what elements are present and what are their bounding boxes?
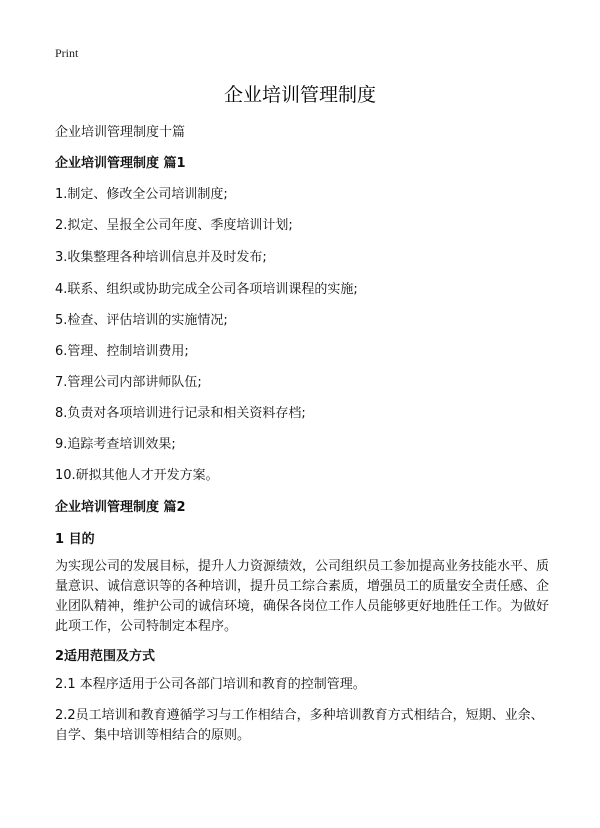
list-item: 5.检查、评估培训的实施情况; [55, 313, 228, 328]
list-item: 6.管理、控制培训费用; [55, 344, 189, 359]
list-item: 10.研拟其他人才开发方案。 [55, 468, 219, 483]
section2-item-2: 2.2员工培训和教育遵循学习与工作相结合，多种培训教育方式相结合，短期、业余、自学、集中培训等相结合的原则。 [55, 708, 544, 743]
section1-heading: 1 目的 [55, 532, 95, 547]
list-item: 1.制定、修改全公司培训制度; [55, 187, 228, 202]
list-item: 9.追踪考查培训效果; [55, 437, 176, 452]
list-item: 4.联系、组织或协助完成全公司各项培训课程的实施; [55, 282, 358, 297]
part1-heading: 企业培训管理制度 篇1 [55, 156, 186, 171]
list-item: 3.收集整理各种培训信息并及时发布; [55, 250, 267, 265]
list-item: 8.负责对各项培训进行记录和相关资料存档; [55, 406, 306, 421]
section2-heading: 2适用范围及方式 [55, 649, 156, 664]
print-label[interactable]: Print [55, 46, 79, 60]
part2-heading: 企业培训管理制度 篇2 [55, 500, 186, 515]
document-subtitle: 企业培训管理制度十篇 [55, 125, 186, 140]
list-item: 2.拟定、呈报全公司年度、季度培训计划; [55, 218, 293, 233]
section2-item-1: 2.1 本程序适用于公司各部门培训和教育的控制管理。 [55, 677, 366, 692]
section1-paragraph: 为实现公司的发展目标，提升人力资源绩效，公司组织员工参加提高业务技能水平、质量意识、诚信意识等的各种培训，提升员工综合素质，增强员工的质量安全责任感、企业团队精神，维护公司的诚信环境，确保各岗位工作人员能够更好地胜任工作。为做好此项工作，公司特制定本程序。 [55, 559, 550, 634]
list-item: 7.管理公司内部讲师队伍; [55, 375, 202, 390]
document-title: 企业培训管理制度 [223, 84, 376, 106]
